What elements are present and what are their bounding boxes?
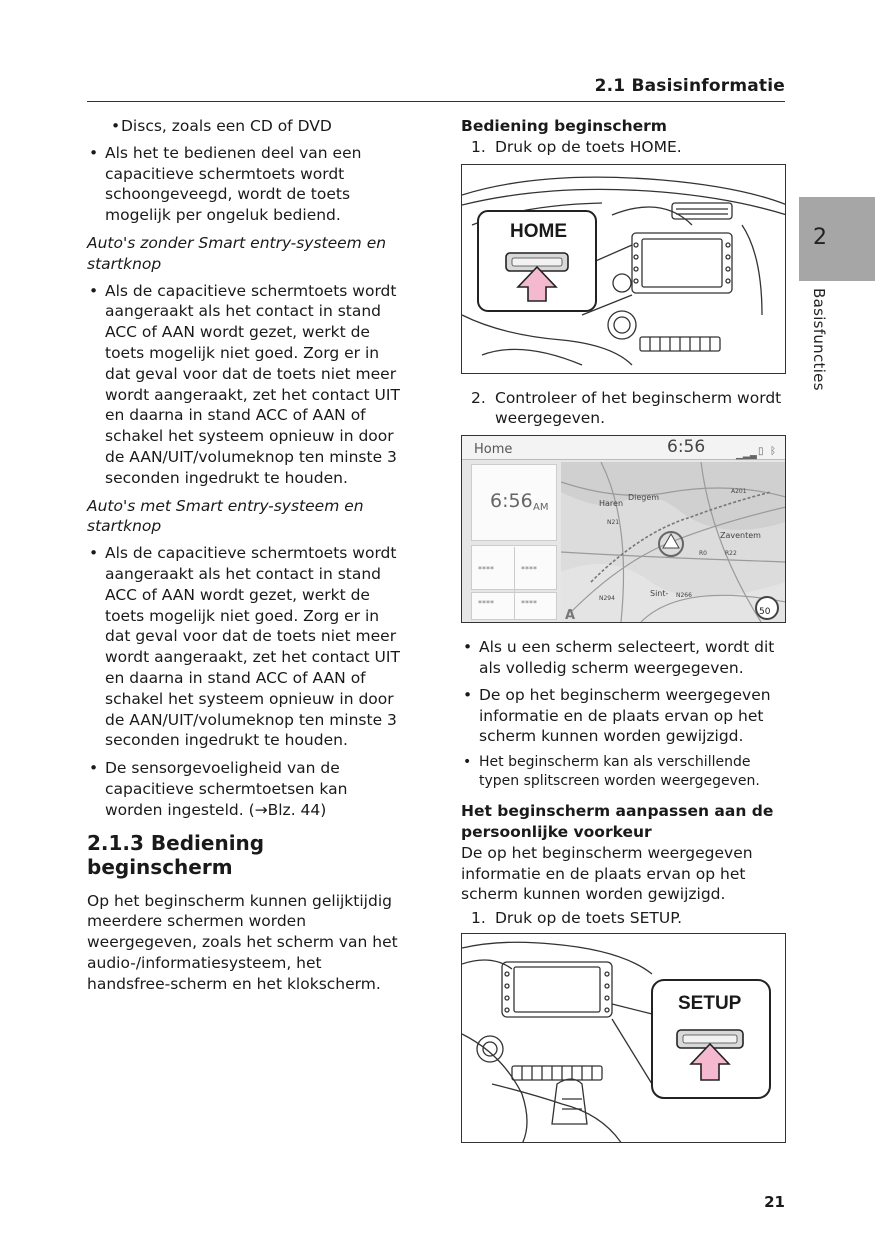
phone-icon: ▯ [758, 446, 764, 458]
step-number: 1. [471, 909, 486, 928]
heading-without-smart-entry: Auto's zonder Smart entry-systeem en startknop [87, 233, 387, 273]
tile-text: **** [521, 599, 537, 609]
step-text: Druk op de toets HOME. [495, 137, 682, 156]
signal-icon: ▁▂▃ [736, 450, 757, 461]
map-label: N294 [599, 595, 615, 603]
chapter-number: 2 [813, 225, 827, 250]
bullet-fullscreen: • Als u een scherm selecteert, wordt dit als volledig scherm weergegeven. [461, 637, 786, 679]
chapter-name-vertical [806, 288, 828, 408]
step-press-home [461, 137, 786, 158]
screen-clock-top: 6:56 [667, 437, 706, 458]
map-label: R22 [725, 550, 737, 558]
map-label: R0 [699, 550, 707, 558]
map-label: A [565, 608, 576, 624]
map-label: Zaventem [720, 531, 761, 541]
step-text: Controleer of het beginscherm wordt weergegeven. [495, 388, 782, 428]
right-column [461, 116, 786, 1143]
tile-text: **** [521, 565, 537, 575]
dashboard-illustration-home [462, 165, 786, 374]
map-label: N21 [607, 519, 620, 527]
dashboard-illustration-setup [462, 934, 786, 1143]
figure-setup-button [461, 933, 786, 1143]
figure-home-screen [461, 435, 786, 623]
figure-home-button [461, 164, 786, 374]
intro-paragraph: Op het beginscherm kunnen gelijktijdig meerdere schermen worden weergegeven, zoals het scherm van het audio-/informatiesysteem, het handsfree-scherm en het klokscherm. [87, 891, 398, 993]
section-title-header: 2.1 Basisinformatie [594, 76, 785, 96]
screen-home-label: Home [474, 442, 513, 458]
map-label: N266 [676, 592, 692, 600]
tile-text: **** [478, 599, 494, 609]
bullet-with-smart-entry: • Als de capacitieve schermtoets wordt aangeraakt als het contact in stand ACC of AAN wordt gezet, werkt de toets mogelijk niet goed. Zorg er in dat geval voor dat de toets niet meer wordt aangeraakt, zet het contact UIT en daarna in stand ACC of AAN of schakel het systeem opnieuw in door de AAN/UIT/volumeknop ten minste 3 seconden ingedrukt te houden. [87, 543, 405, 751]
header-divider [87, 101, 785, 102]
bullet-layout-changeable: • De op het beginscherm weergegeven informatie en de plaats ervan op het scherm kunnen worden gewijzigd. [461, 685, 786, 747]
heading-with-smart-entry: Auto's met Smart entry-systeem en startknop [87, 496, 364, 536]
bluetooth-icon: ᛒ [770, 446, 776, 458]
subheading-home-operation: Bediening beginscherm [461, 117, 667, 135]
map-label: Sint- [650, 589, 669, 599]
map-label: Haren [599, 499, 624, 509]
clock-panel-time: 6:56 [490, 490, 533, 513]
clock-panel-am: AM [533, 502, 549, 514]
sub-bullet-discs: • Discs, zoals een CD of DVD [87, 116, 405, 137]
map-label: A201 [731, 488, 747, 496]
section-heading: 2.1.3 Bediening beginscherm [87, 830, 265, 879]
step-text: Druk op de toets SETUP. [495, 909, 683, 928]
map-label: Diegem [628, 493, 660, 503]
page-number: 21 [764, 1193, 785, 1211]
step-press-setup [461, 908, 786, 929]
chapter-name: Basisfuncties [810, 288, 828, 391]
chapter-tab [799, 197, 875, 281]
setup-label: SETUP [678, 992, 742, 1014]
home-label: HOME [510, 220, 567, 242]
subheading-customize: Het beginscherm aanpassen aan de persoonlijke voorkeur [461, 802, 774, 841]
bullet-sensitivity: • De sensorgevoeligheid van de capacitieve schermtoetsen kan worden ingesteld. (→Blz. 44) [87, 758, 405, 820]
tile-text: **** [478, 565, 494, 575]
bullet-splitscreen: • Het beginscherm kan als verschillende typen splitscreen worden weergegeven. [461, 753, 786, 791]
left-column [87, 116, 405, 994]
customize-paragraph: De op het beginscherm weergegeven informatie en de plaats ervan op het scherm kunnen worden gewijzigd. [461, 843, 753, 904]
speed-limit-sign: 50 [759, 607, 771, 618]
bullet-without-smart-entry: • Als de capacitieve schermtoets wordt aangeraakt als het contact in stand ACC of AAN wordt gezet, werkt de toets mogelijk niet goed. Zorg er in dat geval voor dat de toets niet meer wordt aangeraakt, zet het contact UIT en daarna in stand ACC of AAN of schakel het systeem opnieuw in door de AAN/UIT/volumeknop ten minste 3 seconden ingedrukt te houden. [87, 281, 405, 489]
bullet-capacitive-wipe: • Als het te bedienen deel van een capacitieve schermtoets wordt schoongeveegd, wordt de toets mogelijk per ongeluk bediend. [87, 143, 405, 226]
step-number: 2. [471, 388, 486, 407]
step-check-home [461, 388, 786, 430]
step-number: 1. [471, 137, 486, 156]
